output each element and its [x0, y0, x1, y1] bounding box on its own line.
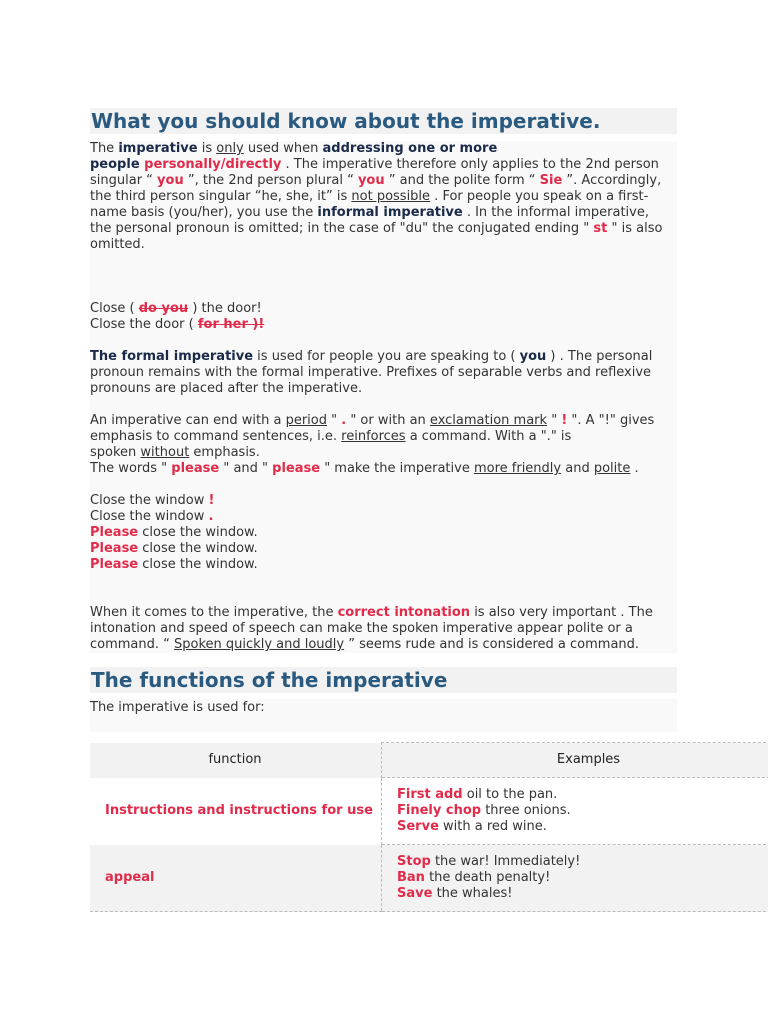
text: singular “	[90, 173, 158, 188]
text: the third person singular “he, she, it” is	[90, 189, 352, 204]
highlight-term: Please	[90, 525, 139, 540]
section-heading: The functions of the imperative	[90, 667, 677, 693]
functions-table	[90, 742, 768, 912]
example-text: the death penalty!	[424, 870, 551, 885]
example-text: oil to the pan.	[462, 787, 558, 802]
text: ”. Accordingly,	[562, 173, 662, 188]
example-window	[90, 493, 677, 573]
highlight-term: st	[593, 221, 608, 236]
text: ) . The personal	[546, 349, 653, 364]
intro-text: The imperative is used for:	[90, 700, 265, 715]
section-intro	[90, 699, 677, 732]
bold-term: imperative	[118, 141, 198, 156]
bold-term: people	[90, 157, 140, 172]
highlight-term: correct intonation	[337, 605, 471, 620]
function-cell	[90, 845, 382, 912]
highlight-term: you	[157, 173, 184, 188]
highlight-term: personally/directly	[139, 157, 282, 172]
underlined-term: exclamation mark	[429, 413, 548, 428]
text: close the window.	[138, 541, 258, 556]
text: spoken	[90, 445, 141, 460]
text: ”, the 2nd person plural “	[183, 173, 358, 188]
highlight-term: .	[341, 413, 347, 428]
underlined-term: polite	[593, 461, 631, 476]
text: " make the imperative	[320, 461, 474, 476]
highlight-term: .	[208, 509, 214, 524]
text: . For people you speak on a first-	[430, 189, 649, 204]
text: The	[90, 141, 119, 156]
examples-cell	[382, 778, 768, 845]
text: ” and the polite form “	[384, 173, 540, 188]
spacer	[90, 397, 677, 413]
text: close the window.	[138, 557, 258, 572]
example-verb: Finely chop	[397, 803, 482, 818]
text: " is also	[607, 221, 663, 236]
text: pronoun remains with the formal imperative. Prefixes of separable verbs and reflexive	[90, 365, 652, 380]
column-header-function: function	[90, 743, 382, 778]
text: " and "	[219, 461, 273, 476]
column-header-examples: Examples	[382, 743, 768, 778]
text: Close the window	[90, 493, 209, 508]
highlight-term: Please	[90, 541, 139, 556]
highlight-term: please	[171, 461, 220, 476]
underlined-term: without	[140, 445, 190, 460]
text: ) the door!	[188, 301, 262, 316]
text: Close (	[90, 301, 139, 316]
text: . The imperative therefore only applies to the 2nd person	[281, 157, 659, 172]
paragraph-intonation	[90, 605, 677, 653]
underlined-term: more friendly	[473, 461, 562, 476]
text: ". A "!" gives	[567, 413, 655, 428]
text: a command. With a "." is	[405, 429, 572, 444]
bold-term: addressing one or more	[322, 141, 498, 156]
underlined-term: reinforces	[341, 429, 406, 444]
spacer	[90, 573, 677, 605]
spacer	[90, 253, 677, 301]
example-informal	[90, 301, 677, 333]
paragraph-punctuation	[90, 413, 677, 477]
function-cell	[90, 778, 382, 845]
text: "	[547, 413, 562, 428]
text: "	[326, 413, 342, 428]
text: used when	[243, 141, 323, 156]
text: emphasis.	[189, 445, 260, 460]
text: is	[197, 141, 217, 156]
text: close the window.	[138, 525, 258, 540]
struck-term: for her )!	[197, 317, 265, 332]
highlight-term: please	[272, 461, 321, 476]
table-row	[90, 845, 768, 912]
bold-term: informal imperative	[317, 205, 463, 220]
text: " or with an	[346, 413, 430, 428]
text: command. “	[90, 637, 175, 652]
text: name basis (you/her), you use the	[90, 205, 318, 220]
struck-term: do you	[138, 301, 189, 316]
bold-term: The formal imperative	[90, 349, 254, 364]
text: Close the door (	[90, 317, 198, 332]
highlight-term: you	[357, 173, 385, 188]
function-label: appeal	[105, 869, 155, 885]
text: . In the informal imperative,	[462, 205, 649, 220]
bold-term: you	[519, 349, 547, 364]
example-verb: Ban	[397, 870, 425, 885]
highlight-term: Please	[90, 557, 139, 572]
text: Close the window	[90, 509, 209, 524]
example-text: three onions.	[481, 803, 571, 818]
highlight-term: !	[208, 493, 215, 508]
text: is used for people you are speaking to (	[253, 349, 520, 364]
text: pronouns are placed after the imperative.	[90, 381, 363, 396]
text: emphasis to command sentences, i.e.	[90, 429, 342, 444]
paragraph-definition	[90, 141, 677, 253]
highlight-term: !	[561, 413, 568, 428]
table-header-row	[90, 743, 768, 778]
underlined-term: only	[216, 141, 244, 156]
function-label: Instructions and instructions for use	[105, 803, 373, 818]
text: omitted.	[90, 237, 145, 252]
text: When it comes to the imperative, the	[90, 605, 338, 620]
text: The words "	[90, 461, 172, 476]
underlined-term: not possible	[351, 189, 431, 204]
text: .	[630, 461, 639, 476]
text: is also very important . The	[470, 605, 653, 620]
example-text: with a red wine.	[438, 819, 547, 834]
highlight-term: Sie	[539, 173, 563, 188]
text: the personal pronoun is omitted; in the case of "du" the conjugated ending "	[90, 221, 594, 236]
example-verb: Save	[397, 886, 433, 901]
text: An imperative can end with a	[90, 413, 286, 428]
section-body	[90, 141, 677, 653]
text: intonation and speed of speech can make the spoken imperative appear polite or a	[90, 621, 633, 636]
example-text: the war! Immediately!	[430, 854, 581, 869]
text: and	[561, 461, 594, 476]
example-verb: Stop	[397, 854, 431, 869]
example-verb: Serve	[397, 819, 439, 834]
example-text: the whales!	[432, 886, 513, 901]
spacer	[90, 333, 677, 349]
section-heading: What you should know about the imperative.	[90, 108, 677, 134]
underlined-term: period	[285, 413, 327, 428]
paragraph-formal	[90, 349, 677, 397]
spacer	[90, 477, 677, 493]
text: ” seems rude and is considered a command.	[344, 637, 640, 652]
underlined-term: Spoken quickly and loudly	[174, 637, 345, 652]
examples-cell	[382, 845, 768, 912]
example-verb: First add	[397, 787, 463, 802]
table-row	[90, 778, 768, 845]
